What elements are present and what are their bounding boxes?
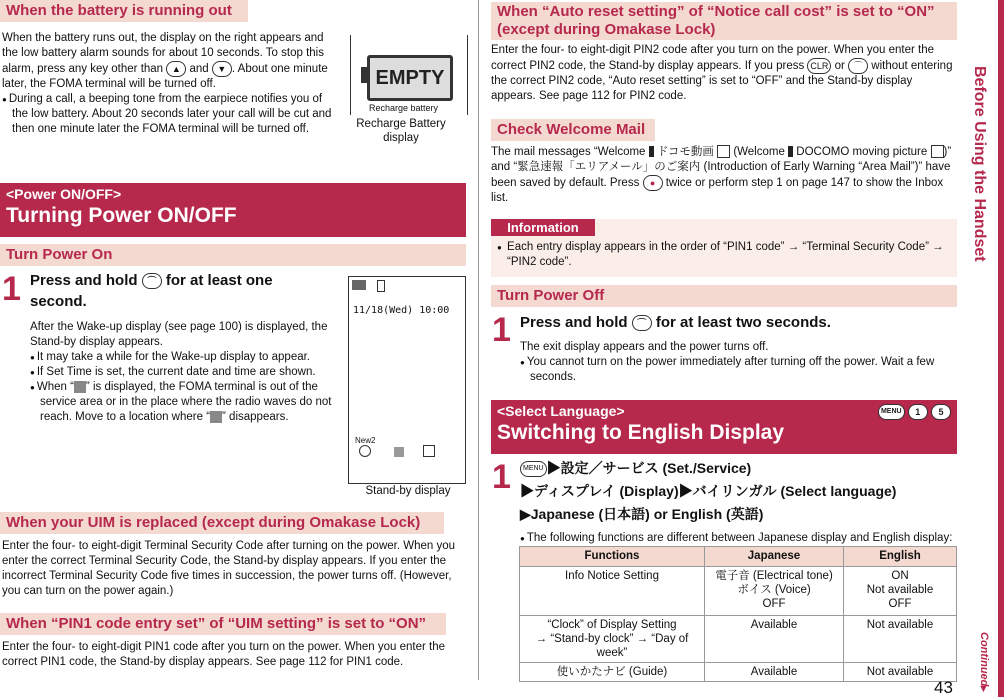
mobile-icon — [649, 146, 654, 157]
movie-icon — [717, 145, 730, 158]
mail-key-icon: ● — [643, 175, 663, 191]
mobile-icon — [788, 146, 793, 157]
power-key-icon: ⌒ — [632, 315, 652, 331]
menu-key-icon: MENU — [878, 404, 905, 420]
step-number: 1 — [2, 270, 21, 308]
battery-bullet: ● During a call, a beeping tone from the earpiece notifies you of the low battery. About 20 seconds later your call will be cut and then one minute later the FOMA terminal will be turned off. — [2, 92, 336, 137]
up-key-icon: ▲ — [166, 61, 186, 77]
key-5-icon: 5 — [931, 404, 951, 420]
shortcut-keys — [878, 404, 951, 420]
power-key-icon: ⌒ — [848, 58, 868, 74]
turn-off-header: Turn Power Off — [491, 285, 957, 307]
out-of-area-icon — [74, 381, 86, 393]
turn-on-header: Turn Power On — [0, 244, 466, 266]
column-divider — [478, 0, 479, 680]
sidebar — [964, 0, 1004, 697]
step1-body: After the Wake-up display (see page 100) is displayed, the Stand-by display appears. ● It may take a while for the Wake-up display to appear. ● If Set Time is set, the current date and time are shown. ● When “ ” is displayed, the FOMA terminal is out of the service area or in the place where the radio waves do not reach. Move to a location where “ ” disappears. — [30, 320, 336, 425]
pin1-text: Enter the four- to eight-digit PIN1 code after you turn on the power. When you enter the correct PIN1 code, the Stand-by display appears. See page 112 for PIN1 code. — [2, 641, 446, 668]
step1-title: Press and hold ⌒ for at least one second. — [30, 272, 273, 310]
signal-icon — [352, 280, 366, 290]
recharge-battery-image — [350, 35, 468, 115]
lang-step-title: MENU ▶設定／サービス (Set./Service) ▶ディスプレイ (Display)▶バイリンガル (Select language) ▶Japanese (日本語) or English (英語) — [520, 460, 897, 522]
pin1-header: When “PIN1 code entry set” of “UIM setting” is set to “ON” — [0, 613, 446, 635]
key-1-icon: 1 — [908, 404, 928, 420]
power-band: <Power ON/OFF> Turning Power ON/OFF — [0, 183, 466, 237]
off-step-body: The exit display appears and the power turns off. ● You cannot turn on the power immediately after turning off the power. Wait a few seconds. — [520, 340, 956, 385]
step-number: 1 — [492, 458, 511, 496]
battery-empty-icon: EMPTY — [367, 55, 453, 101]
lang-bullet: ● The following functions are different between Japanese display and English display: — [520, 531, 970, 546]
welcome-text: The mail messages “Welcome ドコモ動画 (Welcome DOCOMO moving picture )” and “緊急速報「エリアメール」のご案内 (Introduction of Early Warning “Area Mail”)” have been saved by default. Press ● twice or perform step 1 on page 147 to show the Inbox list. — [491, 146, 952, 205]
uim-header: When your UIM is replaced (except during Omakase Lock) — [0, 512, 444, 534]
continued-arrow-icon: ▼ — [978, 683, 989, 695]
information-box — [491, 219, 957, 277]
page-number: 43 — [934, 678, 953, 697]
sidebar-bar — [998, 0, 1004, 697]
auto-reset-header: When “Auto reset setting” of “Notice call cost” is set to “ON” (except during Omakase Lock) — [491, 2, 957, 40]
info-bullet: ● Each entry display appears in the order of “PIN1 code” → “Terminal Security Code” → “PIN2 code”. — [497, 240, 959, 270]
section-title: Before Using the Handset — [971, 66, 988, 262]
table-header-row: Functions Japanese English — [520, 547, 957, 567]
new-mail-label: New2 — [355, 436, 376, 445]
battery-icon — [377, 280, 385, 292]
battery-text: When the battery runs out, the display on the right appears and the low battery alarm sounds for about 10 seconds. To stop this alarm, press any key other than ▲ and ▼ . About one minute later, the FOMA terminal will be turned off. ● During a call, a beeping tone from the earpiece notifies you of the low battery. About 20 seconds later your call will be cut and then one minute later the FOMA terminal will be turned off. — [2, 31, 336, 137]
standby-display-image — [348, 276, 466, 484]
table-row: 使いかたナビ (Guide) Available Not available — [520, 663, 957, 682]
standby-clock: 11/18(Wed) 10:00 — [353, 305, 450, 316]
language-table — [519, 546, 957, 682]
auto-reset-text: Enter the four- to eight-digit PIN2 code after you turn on the power. When you enter the correct PIN2 code, the Stand-by display appears. If you press CLR or ⌒ without entering the correct PIN2 code, “Auto reset setting” is set to “OFF” and the Stand-by display appears. See page 112 for PIN2 code. — [491, 44, 953, 103]
continued-label: Continued — [978, 632, 990, 687]
uim-text: Enter the four- to eight-digit Terminal Security Code after turning on the power. When you enter the correct Terminal Security Code, the Stand-by display appears. If you enter the incorrect Terminal Security Code five times in succession, the power turns off. (However, you can turn on the power again.) — [2, 540, 456, 597]
off-step-title: Press and hold ⌒ for at least two seconds. — [520, 314, 831, 331]
recharge-label: Recharge battery — [369, 103, 439, 113]
battery-terminal — [361, 67, 367, 83]
step-number: 1 — [492, 311, 511, 349]
standby-caption: Stand-by display — [365, 485, 451, 497]
status-icons — [359, 445, 449, 457]
menu-key-icon: MENU — [520, 461, 547, 477]
language-band: <Select Language> Switching to English Display MENU 1 5 — [491, 400, 957, 454]
out-of-area-icon — [210, 411, 222, 423]
info-label: Information — [491, 219, 595, 236]
welcome-header: Check Welcome Mail — [491, 119, 655, 141]
movie-icon — [931, 145, 944, 158]
table-row: “Clock” of Display Setting → “Stand-by clock” → “Day of week” Available Not available — [520, 616, 957, 663]
table-row: Info Notice Setting 電子音 (Electrical tone) ボイス (Voice) OFF ON Not available OFF — [520, 567, 957, 616]
battery-header: When the battery is running out — [0, 0, 248, 22]
power-key-icon: ⌒ — [142, 273, 162, 289]
down-key-icon: ▼ — [212, 61, 232, 77]
clr-key-icon: CLR — [807, 58, 831, 74]
recharge-caption: Recharge Battery display — [356, 118, 446, 144]
